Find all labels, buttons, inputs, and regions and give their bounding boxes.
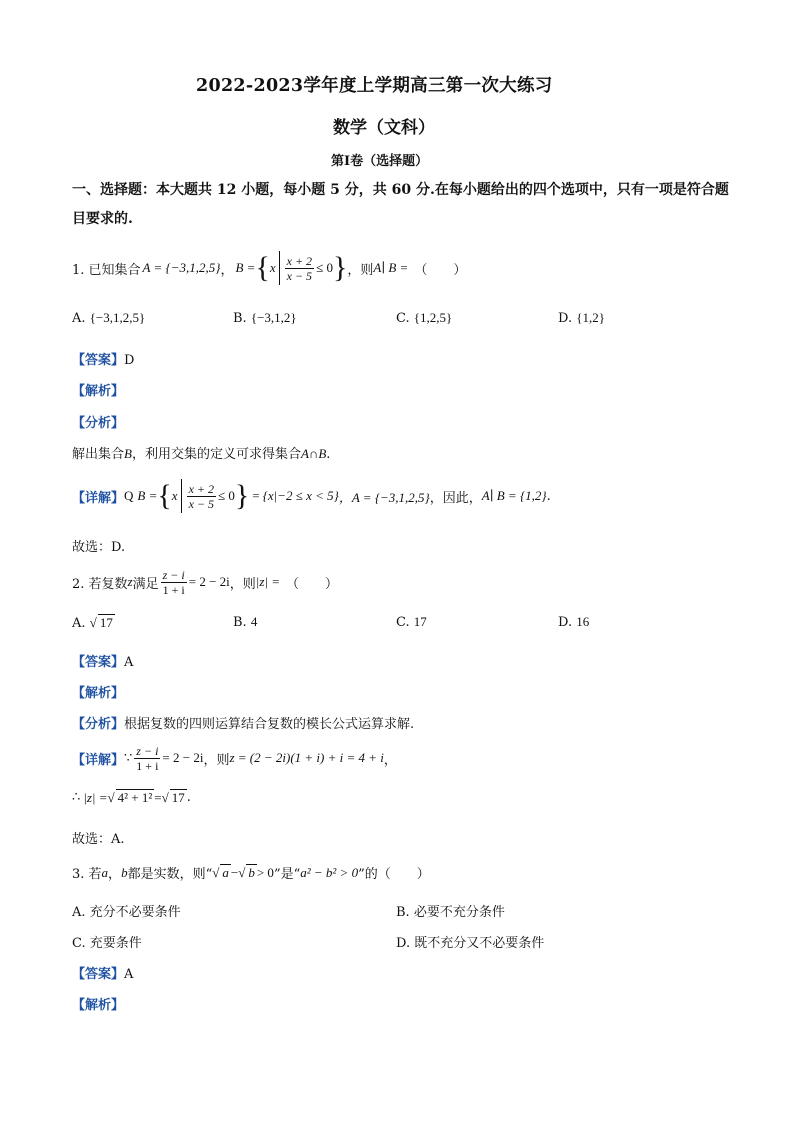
question-1-then: ，则 xyxy=(347,262,374,278)
fenxi-tag: 【分析】 xyxy=(72,416,125,431)
period: . xyxy=(326,447,331,462)
option-text: {−3,1,2} xyxy=(250,310,297,325)
leq-zero: ≤ 0 xyxy=(316,260,333,275)
then-text: ，则 xyxy=(203,752,230,768)
option-label: D. xyxy=(558,311,573,326)
q1-choose: 故选：D. xyxy=(72,540,126,555)
fraction-denominator: 1 + i xyxy=(136,758,159,773)
set-b-var: x xyxy=(269,260,276,275)
q1-analysis xyxy=(72,380,124,399)
sqrt-result: 17 xyxy=(171,790,185,805)
question-3-text-3: ”的（ ） xyxy=(358,867,430,882)
answer-tag: 【答案】 xyxy=(72,655,125,670)
sqrt-a: a xyxy=(222,865,229,880)
option-text: 充要条件 xyxy=(89,936,142,951)
z-computation: z = (2 − 2i)(1 + i) + i = 4 + i xyxy=(229,750,384,765)
var-a: a xyxy=(101,864,109,880)
comma: ， xyxy=(383,752,397,768)
paper-subtitle: 数学（文科） xyxy=(333,118,435,138)
fraction-denominator: x − 5 xyxy=(188,496,214,511)
question-2 xyxy=(72,564,338,600)
set-bar xyxy=(279,251,280,285)
set-b-label: B = xyxy=(137,488,158,503)
paper-title: 2022-2023学年度上学期高三第一次大练习 xyxy=(196,76,553,96)
abs-z: |z| = xyxy=(255,574,281,589)
q1-option-c xyxy=(396,310,452,326)
option-text: {1,2,5} xyxy=(413,310,453,325)
question-1-number: 1. 已知集合 xyxy=(72,262,141,278)
option-text: 4 xyxy=(250,614,258,629)
xj-fraction xyxy=(187,482,216,511)
sqrt-b: b xyxy=(248,865,255,880)
answer-blank: （ ） xyxy=(286,576,339,592)
answer-blank: （ ） xyxy=(414,262,467,278)
option-text: 既不充分又不必要条件 xyxy=(414,936,545,951)
option-label: B. xyxy=(233,615,247,630)
sqrt-expression: 4² + 1² xyxy=(117,790,153,805)
set-a-definition: A = {−3,1,2,5} xyxy=(142,260,221,275)
equals: = xyxy=(154,789,162,805)
fenxi-text: 根据复数的四则运算结合复数的模长公式运算求解. xyxy=(124,717,415,732)
q3-option-d xyxy=(396,932,544,951)
question-3: 3. 若 a ， b 都是实数，则“ √ a − √ b > 0 ”是“ a² − b² > 0 ”的（ ） xyxy=(72,864,430,882)
answer-tag: 【答案】 xyxy=(72,967,125,982)
option-label: C. xyxy=(396,615,410,630)
option-label: C. xyxy=(396,311,410,326)
q2-option-b xyxy=(233,614,257,630)
question-3-text: 都是实数，则“ xyxy=(127,867,213,882)
option-text: 17 xyxy=(413,614,427,629)
option-label: A. xyxy=(72,905,86,920)
set-b-label: B = xyxy=(235,260,256,275)
q3-option-b xyxy=(396,901,505,920)
a-intersect-b: A∣ B = xyxy=(373,260,409,275)
minus: − xyxy=(230,864,239,880)
option-label: D. xyxy=(558,615,573,630)
q1-option-d xyxy=(558,310,605,326)
set-b-var: x xyxy=(171,488,178,503)
comma: ， xyxy=(108,867,122,882)
q1-option-b xyxy=(233,310,297,326)
abs-z: |z| = xyxy=(83,789,108,805)
fenxi-tag: 【分析】 xyxy=(72,717,125,732)
q2-option-d xyxy=(558,614,589,630)
volume-heading: 第I卷（选择题） xyxy=(331,154,429,169)
fenxi-intersection: A∩B xyxy=(300,446,327,461)
option-text: 充分不必要条件 xyxy=(89,905,181,920)
option-label: A. xyxy=(72,311,86,326)
q3-option-a xyxy=(72,901,181,920)
condition-expression: a² − b² > 0 xyxy=(300,864,359,880)
equals: = xyxy=(252,488,260,503)
option-label: D. xyxy=(396,936,411,951)
set-b-fraction xyxy=(285,254,314,283)
var-b: b xyxy=(121,864,128,880)
section-heading: 一、选择题：本大题共 12 小题，每小题 5 分，共 60 分.在每小题给出的四个选项中，只有一项是符合题目要求的. xyxy=(72,182,729,227)
analysis-tag: 【解析】 xyxy=(72,686,125,701)
period: . xyxy=(546,488,551,504)
q1-option-a xyxy=(72,310,145,326)
fraction-denominator: x − 5 xyxy=(286,268,313,283)
set-a-definition: ，A = {−3,1,2,5} xyxy=(338,489,430,505)
answer-value: A xyxy=(124,655,134,670)
set-b-solution: {x|−2 ≤ x < 5} xyxy=(262,488,339,503)
set-bar xyxy=(181,479,182,513)
q1-fenxi-text xyxy=(72,443,330,462)
q2-fraction xyxy=(161,568,187,597)
option-text: {−3,1,2,5} xyxy=(89,310,146,325)
xiangjie-tag: 【详解】 xyxy=(72,752,125,768)
comma: ， xyxy=(220,262,234,278)
q2-analysis xyxy=(72,682,124,701)
fraction-denominator: 1 + i xyxy=(162,582,185,597)
option-text: 必要不充分条件 xyxy=(413,905,505,920)
question-3-text-2: ”是“ xyxy=(273,867,301,882)
leq-zero: ≤ 0 xyxy=(218,488,235,503)
q1-answer xyxy=(72,349,134,368)
equation-rhs: = 2 − 2i xyxy=(188,574,230,589)
fraction-numerator: z − i xyxy=(136,743,159,758)
fenxi-text-2: ，利用交集的定义可求得集合 xyxy=(131,447,301,462)
answer-tag: 【答案】 xyxy=(72,353,125,368)
because-symbol: ∵ xyxy=(124,750,133,766)
q2-option-a: A. √ 17 xyxy=(72,615,113,631)
therefore-text: ，因此， xyxy=(429,490,482,506)
q3-option-c xyxy=(72,932,142,951)
q3-analysis xyxy=(72,994,124,1013)
because-symbol: Q xyxy=(124,488,134,503)
question-3-number: 3. 若 xyxy=(72,867,102,882)
option-text: 17 xyxy=(99,615,113,630)
equation-rhs: = 2 − 2i xyxy=(162,750,204,765)
analysis-tag: 【解析】 xyxy=(72,384,125,399)
satisfy-text: 满足 xyxy=(132,576,159,592)
var-z: z xyxy=(127,574,133,589)
fraction-numerator: z − i xyxy=(162,567,185,582)
option-label: C. xyxy=(72,936,86,951)
right-brace: } xyxy=(234,479,250,512)
q3-answer xyxy=(72,963,133,982)
q2-fenxi xyxy=(72,713,414,732)
analysis-tag: 【解析】 xyxy=(72,998,125,1013)
question-1 xyxy=(72,246,466,290)
period: . xyxy=(186,790,191,805)
answer-value: A xyxy=(124,967,134,982)
answer-value: D xyxy=(124,353,135,368)
xj-fraction xyxy=(134,744,160,773)
question-2-number: 2. 若复数 xyxy=(72,576,128,592)
fraction-numerator: x + 2 xyxy=(188,481,214,496)
option-text: 16 xyxy=(576,614,590,629)
q2-choose: 故选：A. xyxy=(72,832,125,847)
q1-xiangjie xyxy=(72,474,551,518)
fenxi-text: 解出集合 xyxy=(72,447,125,462)
option-label: B. xyxy=(396,905,410,920)
q2-answer xyxy=(72,651,133,670)
option-label: A. xyxy=(72,616,86,631)
right-brace: } xyxy=(332,251,348,284)
left-brace: { xyxy=(255,251,270,284)
option-label: B. xyxy=(233,311,247,326)
xiangjie-tag: 【详解】 xyxy=(72,490,125,506)
fenxi-b: B xyxy=(124,446,132,461)
then-text: ，则 xyxy=(229,576,256,592)
q2-option-c xyxy=(396,614,427,630)
therefore-symbol: ∴ xyxy=(72,790,81,805)
fraction-numerator: x + 2 xyxy=(286,253,313,268)
gt-zero: > 0 xyxy=(256,864,274,880)
option-text: {1,2} xyxy=(576,310,605,325)
q2-modulus: ∴ |z| = √ 4² + 1² = √ 17 . xyxy=(72,789,191,805)
q2-xiangjie xyxy=(72,740,397,776)
q1-fenxi xyxy=(72,412,124,431)
left-brace: { xyxy=(157,479,172,512)
intersection-result: A∣ B = {1,2} xyxy=(481,488,547,503)
